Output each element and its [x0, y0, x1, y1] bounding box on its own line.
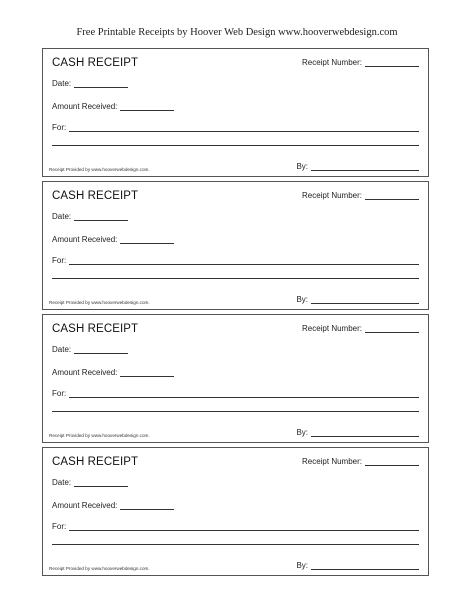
date-label: Date:	[52, 212, 72, 221]
amount-label: Amount Received:	[52, 235, 118, 244]
receipt-footer: Receipt Provided by www.hooverwebdesign.com.	[49, 433, 150, 438]
amount-label: Amount Received:	[52, 501, 118, 510]
by-field[interactable]	[311, 429, 419, 437]
amount-field[interactable]	[120, 369, 174, 377]
amount-row	[52, 501, 174, 510]
date-field[interactable]	[74, 213, 128, 221]
for-row	[52, 522, 419, 531]
receipt-number-row	[302, 58, 419, 67]
date-field[interactable]	[74, 479, 128, 487]
for-field[interactable]	[69, 523, 419, 531]
amount-row	[52, 102, 174, 111]
date-row	[52, 478, 128, 487]
amount-field[interactable]	[120, 236, 174, 244]
receipt-number-row	[302, 324, 419, 333]
date-field[interactable]	[74, 80, 128, 88]
for-label: For:	[52, 522, 67, 531]
for-continuation-field[interactable]	[52, 544, 419, 545]
receipt-footer: Receipt Provided by www.hooverwebdesign.com.	[49, 566, 150, 571]
for-field[interactable]	[69, 390, 419, 398]
for-label: For:	[52, 256, 67, 265]
for-row	[52, 123, 419, 132]
by-label: By:	[296, 428, 308, 437]
date-field[interactable]	[74, 346, 128, 354]
date-label: Date:	[52, 478, 72, 487]
amount-label: Amount Received:	[52, 102, 118, 111]
for-field[interactable]	[69, 257, 419, 265]
receipt-number-label: Receipt Number:	[301, 457, 362, 466]
receipt-number-label: Receipt Number:	[301, 58, 362, 67]
receipt-footer: Receipt Provided by www.hooverwebdesign.com.	[49, 167, 150, 172]
for-label: For:	[52, 123, 67, 132]
receipt-title: CASH RECEIPT	[52, 323, 139, 335]
by-field[interactable]	[311, 562, 419, 570]
by-row	[296, 561, 419, 570]
by-field[interactable]	[311, 163, 419, 171]
receipt-form	[42, 48, 429, 177]
receipt-number-label: Receipt Number:	[301, 324, 362, 333]
receipt-number-row	[302, 191, 419, 200]
receipt-form	[42, 181, 429, 310]
receipt-number-field[interactable]	[365, 458, 419, 466]
amount-label: Amount Received:	[52, 368, 118, 377]
amount-field[interactable]	[120, 103, 174, 111]
date-row	[52, 212, 128, 221]
for-continuation-field[interactable]	[52, 278, 419, 279]
for-continuation-field[interactable]	[52, 411, 419, 412]
for-row	[52, 256, 419, 265]
receipt-footer: Receipt Provided by www.hooverwebdesign.com.	[49, 300, 150, 305]
date-row	[52, 79, 128, 88]
date-label: Date:	[52, 79, 72, 88]
receipt-number-label: Receipt Number:	[301, 191, 362, 200]
by-row	[296, 428, 419, 437]
date-label: Date:	[52, 345, 72, 354]
by-row	[296, 295, 419, 304]
for-continuation-field[interactable]	[52, 145, 419, 146]
amount-row	[52, 368, 174, 377]
receipt-form	[42, 447, 429, 576]
by-row	[296, 162, 419, 171]
receipt-number-row	[302, 457, 419, 466]
by-field[interactable]	[311, 296, 419, 304]
receipt-title: CASH RECEIPT	[52, 57, 139, 69]
receipt-number-field[interactable]	[365, 192, 419, 200]
by-label: By:	[296, 561, 308, 570]
by-label: By:	[296, 295, 308, 304]
for-field[interactable]	[69, 124, 419, 132]
receipt-number-field[interactable]	[365, 59, 419, 67]
amount-field[interactable]	[120, 502, 174, 510]
amount-row	[52, 235, 174, 244]
for-label: For:	[52, 389, 67, 398]
for-row	[52, 389, 419, 398]
by-label: By:	[296, 162, 308, 171]
receipt-number-field[interactable]	[365, 325, 419, 333]
receipt-list	[42, 48, 429, 580]
receipt-form	[42, 314, 429, 443]
date-row	[52, 345, 128, 354]
receipt-title: CASH RECEIPT	[52, 190, 139, 202]
receipt-title: CASH RECEIPT	[52, 456, 139, 468]
page-title: Free Printable Receipts by Hoover Web Design www.hooverwebdesign.com	[76, 27, 398, 38]
